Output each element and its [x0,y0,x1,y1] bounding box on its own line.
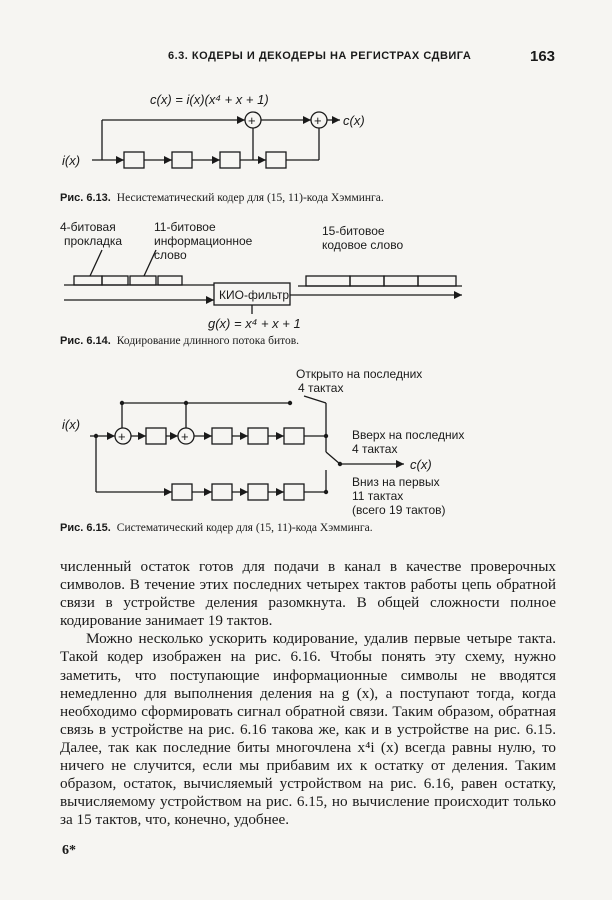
page-number: 163 [530,48,556,65]
fig15-up-line1: Вверх на последних [352,428,465,442]
signature-mark: 6* [62,843,76,858]
fig14-info-line1: 11-битовое [154,220,216,234]
fig15-down-line2: 11 тактах [352,489,404,503]
caption-6-14-number: Рис. 6.14. [60,335,111,347]
paragraph-1: численный остаток готов для подачи в канал в качестве проверочных символов. В течение этих последних четырех тактов работы цепь обратной связи в устройстве деления разомкнута. В общей сложности полное кодирование занимает 19 тактов. [60,558,556,630]
caption-6-13-text: Несистематический кодер для (15, 11)-кода Хэмминга. [116,192,384,204]
fig15-down-line1: Вниз на первых [352,475,440,489]
fig15-open-line1: Открыто на последних [296,367,423,381]
fig15-open-line2: 4 тактах [298,381,344,395]
fig15-plus-1: + [118,429,126,444]
fig13-output-label: c(x) [343,113,365,128]
fig15-output-label: c(x) [410,457,432,472]
caption-6-15-text: Систематический кодер для (15, 11)-кода Хэмминга. [116,522,373,534]
fig15-input-label: i(x) [62,417,81,432]
fig15-up-line2: 4 тактах [352,442,398,456]
running-head: 6.3. КОДЕРЫ И ДЕКОДЕРЫ НА РЕГИСТРАХ СДВИГА [168,50,472,62]
caption-6-13-number: Рис. 6.13. [60,192,111,204]
caption-6-14 [60,335,570,347]
fig13-formula: c(x) = i(x)(x⁴ + x + 1) [150,92,269,107]
body-text [60,558,556,829]
fig14-box-label: КИО-фильтр [219,288,290,302]
fig14-padding-line2: прокладка [64,234,123,248]
fig13-plus-2: + [314,113,322,128]
paragraph-2: Можно несколько ускорить кодирование, удалив первые четыре такта. Такой кодер изображен на рис. 6.16. Чтобы понять эту схему, нужно заметить, что поступающие информационные символы не вводятся немедленно для выполнения деления на g (x), а поступают тогда, когда необходимо сформировать сигнал обратной связи. Таким образом, обратная связь в устройстве на рис. 6.16 такова же, как и в устройстве на рис. 6.15. Далее, так как последние биты многочлена x⁴i (x) всегда равны нулю, то ничего не случится, если мы прибавим их к остатку от деления. Таким образом, остаток, вычисляемый устройством на рис. 6.16, равен остатку, вычисляемому устройством на рис. 6.15, но вычисление происходит только за 15 тактов, что, конечно, удобнее. [60,630,556,829]
fig14-polynomial: g(x) = x⁴ + x + 1 [208,316,301,331]
fig14-info-line2: информационное [154,234,253,248]
figure-6-15-diagram [0,360,612,520]
caption-6-15 [60,522,570,534]
caption-6-13 [60,192,570,204]
fig14-padding-line1: 4-битовая [60,220,116,234]
figure-6-14-diagram [0,210,612,340]
caption-6-15-number: Рис. 6.15. [60,522,111,534]
caption-6-14-text: Кодирование длинного потока битов. [116,335,300,347]
fig14-info-line3: слово [154,248,187,262]
fig13-input-label: i(x) [62,153,81,168]
fig15-plus-2: + [181,429,189,444]
fig15-down-line3: (всего 19 тактов) [352,503,446,517]
figure-6-13-diagram [0,80,612,190]
fig14-codeword-line1: 15-битовое [322,224,385,238]
fig13-plus-1: + [248,113,256,128]
fig14-codeword-line2: кодовое слово [322,238,404,252]
